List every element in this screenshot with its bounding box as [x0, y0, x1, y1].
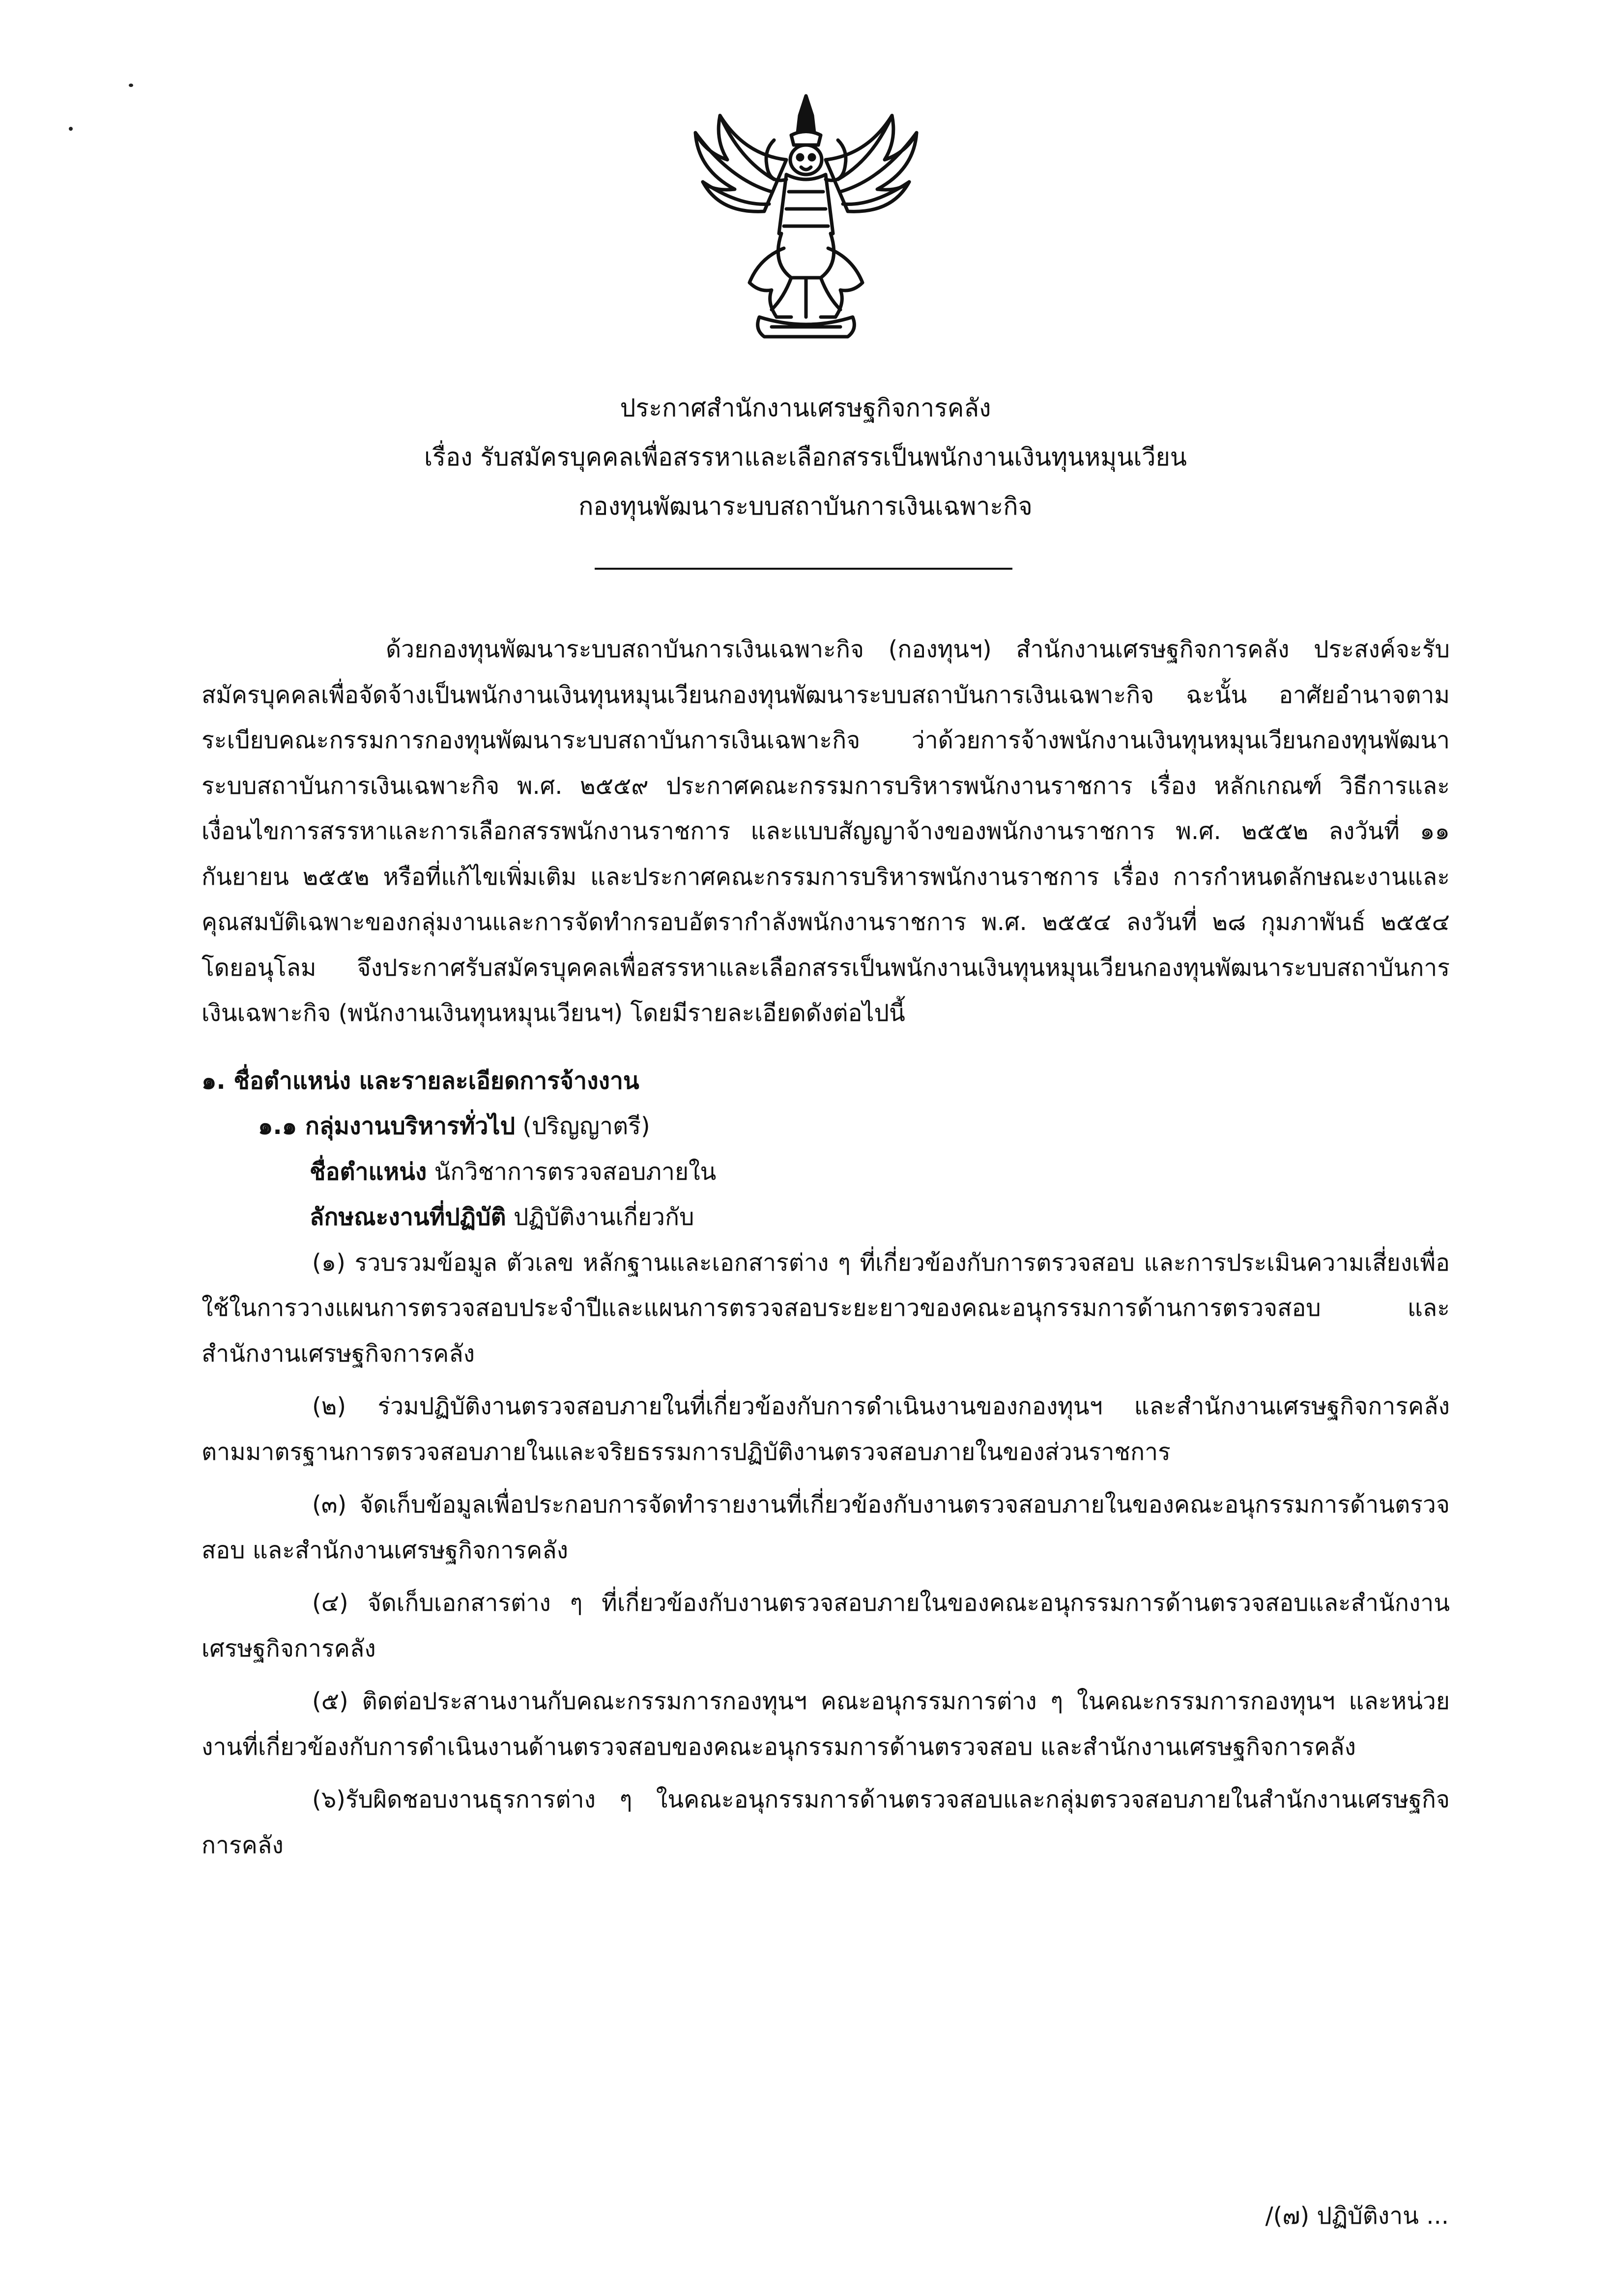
subsection-qualification: (ปริญญาตรี): [515, 1112, 650, 1140]
duty-item: (๖)รับผิดชอบงานธุรการต่าง ๆ ในคณะอนุกรรมการด้านตรวจสอบและกลุ่มตรวจสอบภายในสำนักงานเศรษฐกิจการคลัง: [201, 1786, 1450, 1859]
intro-paragraph: ด้วยกองทุนพัฒนาระบบสถาบันการเงินเฉพาะกิจ (กองทุนฯ) สำนักงานเศรษฐกิจการคลัง ประสงค์จะรับสมัครบุคคลเพื่อจัดจ้างเป็นพนักงานเงินทุนหมุนเวียนกองทุนพัฒนาระบบสถาบันการเงินเฉพาะกิจ ฉะนั้น อาศัยอำนาจตามระเบียบคณะกรรมการกองทุนพัฒนาระบบสถาบันการเงินเฉพาะกิจ ว่าด้วยการจ้างพนักงานเงินทุนหมุนเวียนกองทุนพัฒนาระบบสถาบันการเงินเฉพาะกิจ พ.ศ. ๒๕๕๙ ประกาศคณะกรรมการบริหารพนักงานราชการ เรื่อง หลักเกณฑ์ วิธีการและเงื่อนไขการสรรหาและการเลือกสรรพนักงานราชการ และแบบสัญญาจ้างของพนักงานราชการ พ.ศ. ๒๕๕๒ ลงวันที่ ๑๑ กันยายน ๒๕๕๒ หรือที่แก้ไขเพิ่มเติม และประกาศคณะกรรมการบริหารพนักงานราชการ เรื่อง การกำหนดลักษณะงานและคุณสมบัติเฉพาะของกลุ่มงานและการจัดทำกรอบอัตรากำลังพนักงานราชการ พ.ศ. ๒๕๕๔ ลงวันที่ ๒๘ กุมภาพันธ์ ๒๕๕๔ โดยอนุโลม จึงประกาศรับสมัครบุคคลเพื่อสรรหาและเลือกสรรเป็นพนักงานเงินทุนหมุนเวียนกองทุนพัฒนาระบบสถาบันการเงินเฉพาะกิจ (พนักงานเงินทุนหมุนเวียนฯ) โดยมีรายละเอียดดังต่อไปนี้: [201, 636, 1450, 1027]
position-line: [201, 1149, 1450, 1195]
garuda-emblem-icon: [686, 86, 926, 342]
duty-item: (๒) ร่วมปฏิบัติงานตรวจสอบภายในที่เกี่ยวข้องกับการดำเนินงานของกองทุนฯ และสำนักงานเศรษฐกิจการคลัง ตามมาตรฐานการตรวจสอบภายในและจริยธรรมการปฏิบัติงานตรวจสอบภายในของส่วนราชการ: [201, 1393, 1450, 1466]
duty-item: (๕) ติดต่อประสานงานกับคณะกรรมการกองทุนฯ คณะอนุกรรมการต่าง ๆ ในคณะกรรมการกองทุนฯ และหน่วยงานที่เกี่ยวข้องกับการดำเนินงานด้านตรวจสอบของคณะอนุกรรมการด้านตรวจสอบ และสำนักงานเศรษฐกิจการคลัง: [201, 1687, 1450, 1761]
scan-speck: [69, 127, 73, 131]
duty-label: ลักษณะงานที่ปฏิบัติ: [310, 1203, 506, 1231]
spacer: [201, 1036, 1450, 1058]
duty-line: [201, 1194, 1450, 1240]
spacer: [201, 1770, 1450, 1777]
spacer: [201, 1573, 1450, 1580]
duty-item: (๔) จัดเก็บเอกสารต่าง ๆ ที่เกี่ยวข้องกับงานตรวจสอบภายในของคณะอนุกรรมการด้านตรวจสอบและสำนักงานเศรษฐกิจการคลัง: [201, 1589, 1450, 1662]
spacer: [201, 1376, 1450, 1384]
subsection-heading-text: ๑.๑ กลุ่มงานบริหารทั่วไป: [258, 1112, 516, 1140]
document-body: [201, 627, 1450, 1868]
position-label: ชื่อตำแหน่ง: [310, 1158, 427, 1186]
spacer: [201, 1475, 1450, 1482]
subsection-heading: [201, 1104, 1450, 1149]
duty-value: ปฏิบัติงานเกี่ยวกับ: [506, 1203, 694, 1231]
announcement-title: ประกาศสำนักงานเศรษฐกิจการคลัง: [620, 394, 991, 422]
continuation-marker: /(๗) ปฏิบัติงาน ...: [1265, 2202, 1449, 2230]
spacer: [201, 1671, 1450, 1679]
duty-item: (๓) จัดเก็บข้อมูลเพื่อประกอบการจัดทำรายงานที่เกี่ยวข้องกับงานตรวจสอบภายในของคณะอนุกรรมการด้านตรวจสอบ และสำนักงานเศรษฐกิจการคลัง: [201, 1491, 1450, 1564]
duty-item: (๑) รวบรวมข้อมูล ตัวเลข หลักฐานและเอกสารต่าง ๆ ที่เกี่ยวข้องกับการตรวจสอบ และการประเมินความเสี่ยงเพื่อใช้ในการวางแผนการตรวจสอบประจำปีและแผนการตรวจสอบระยะยาวของคณะอนุกรรมการด้านการตรวจสอบ และสำนักงานเศรษฐกิจการคลัง: [201, 1249, 1450, 1367]
position-value: นักวิชาการตรวจสอบภายใน: [427, 1158, 717, 1186]
announcement-fund-name: กองทุนพัฒนาระบบสถาบันการเงินเฉพาะกิจ: [578, 492, 1033, 521]
title-divider: [595, 568, 1012, 570]
section-heading-text: ๑. ชื่อตำแหน่ง และรายละเอียดการจ้างงาน: [201, 1067, 639, 1095]
scan-speck: [129, 84, 133, 87]
announcement-subject: เรื่อง รับสมัครบุคคลเพื่อสรรหาและเลือกสรรเป็นพนักงานเงินทุนหมุนเวียน: [424, 443, 1187, 471]
section-heading: [201, 1058, 1450, 1104]
